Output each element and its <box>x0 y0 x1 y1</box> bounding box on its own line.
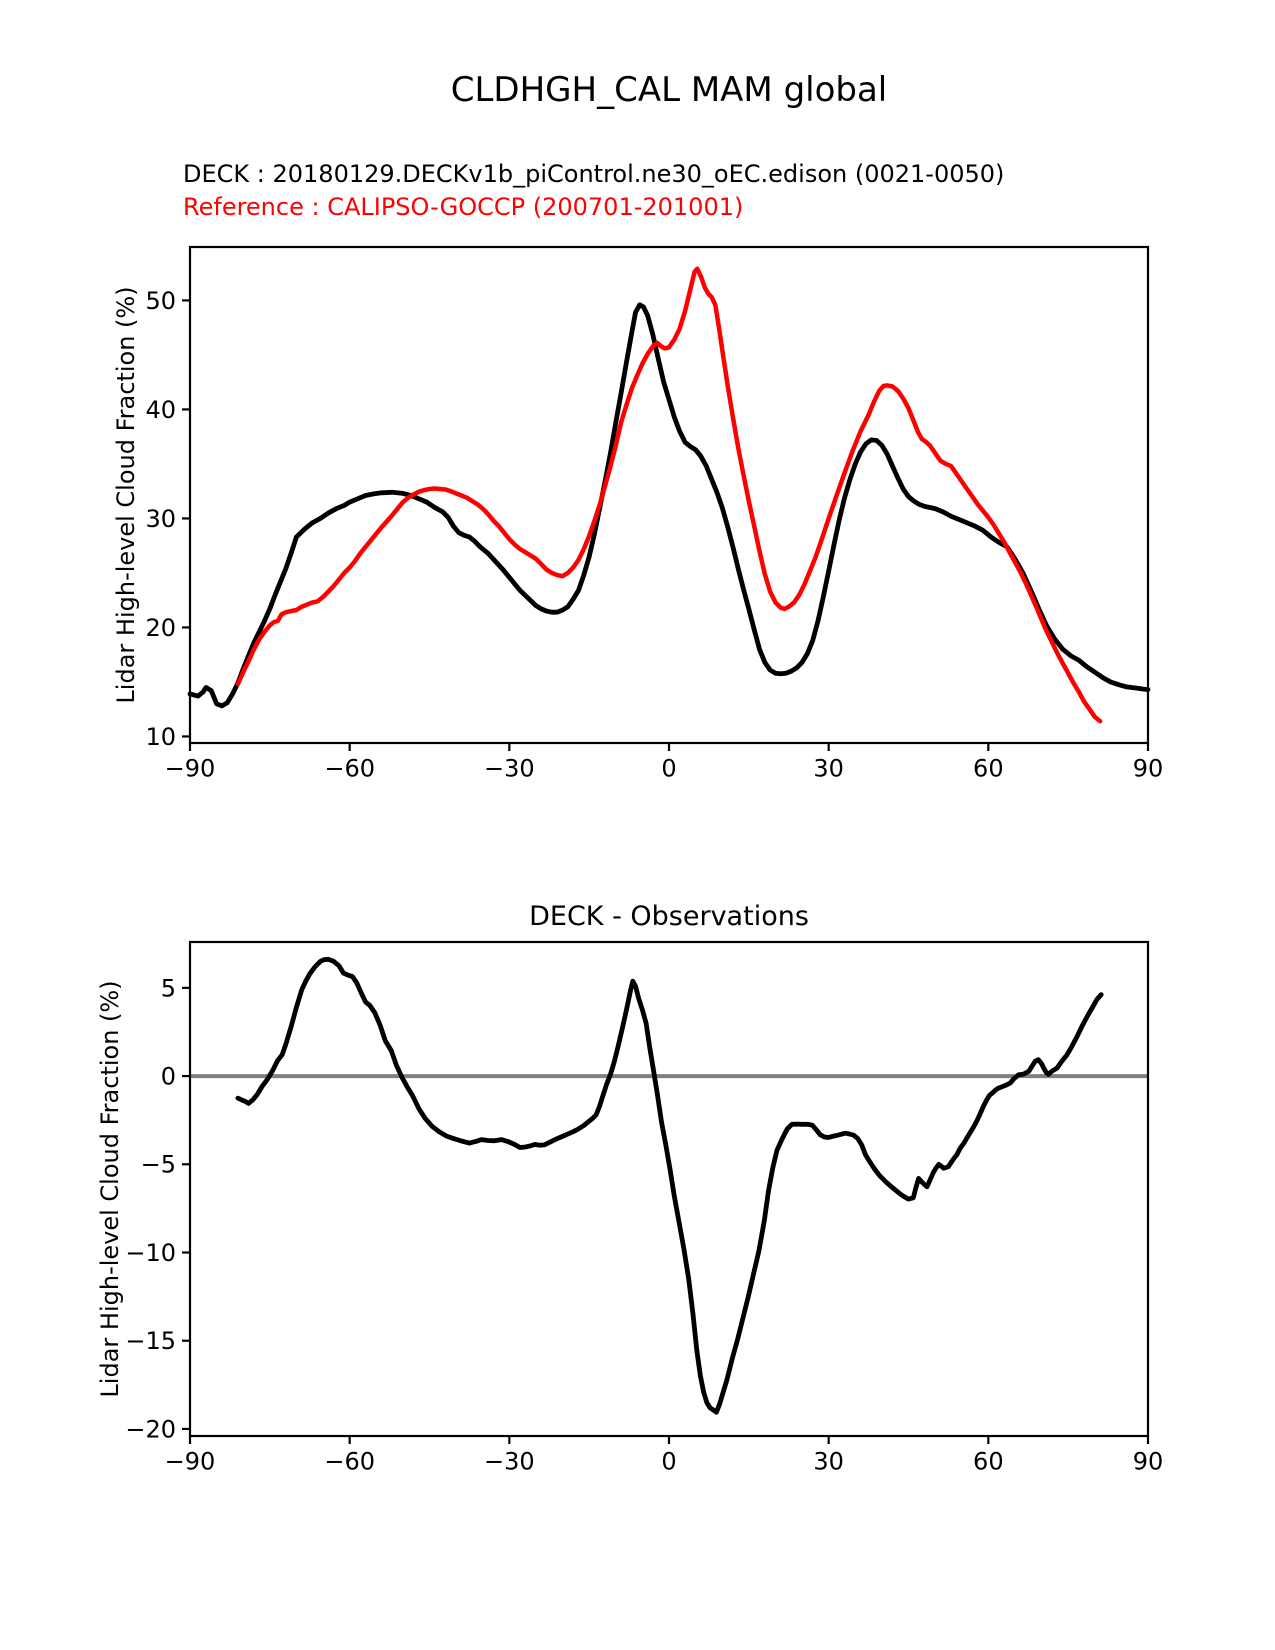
legend-item-reference: Reference : CALIPSO-GOCCP (200701-201001) <box>183 193 744 221</box>
x-tick-label: −90 <box>164 754 216 783</box>
y-tick-label: 40 <box>145 395 176 424</box>
bottom-chart-axes <box>125 942 1163 1476</box>
x-tick-label: 90 <box>1132 754 1164 783</box>
y-tick-label: 0 <box>160 1062 176 1091</box>
axes-spines <box>190 942 1148 1436</box>
x-tick-label: 0 <box>661 754 677 783</box>
x-tick-label: 0 <box>661 1447 677 1476</box>
legend-item-deck: DECK : 20180129.DECKv1b_piControl.ne30_oEC.edison (0021-0050) <box>183 160 1005 188</box>
x-tick-label: −30 <box>484 1447 535 1476</box>
y-tick-label: 50 <box>145 286 176 315</box>
top-chart-ylabel: Lidar High-level Cloud Fraction (%) <box>112 286 140 704</box>
y-tick-label: −5 <box>140 1150 176 1179</box>
y-tick-label: −20 <box>125 1415 176 1444</box>
x-tick-label: −30 <box>484 754 535 783</box>
top-chart-axes <box>145 247 1163 783</box>
series-deck-observations <box>238 959 1101 1412</box>
x-tick-label: −60 <box>324 1447 375 1476</box>
axes-spines <box>190 247 1148 743</box>
y-tick-label: 20 <box>145 613 176 642</box>
x-tick-label: 90 <box>1132 1447 1164 1476</box>
x-tick-label: 60 <box>973 754 1004 783</box>
main-title: CLDHGH_CAL MAM global <box>450 70 888 110</box>
y-tick-label: 5 <box>160 974 176 1003</box>
x-tick-label: 30 <box>813 1447 844 1476</box>
x-tick-label: −60 <box>324 754 375 783</box>
series-deck <box>190 305 1148 706</box>
y-tick-label: −10 <box>125 1238 176 1267</box>
x-tick-label: 30 <box>813 754 844 783</box>
bottom-chart-title: DECK - Observations <box>529 901 809 932</box>
x-tick-label: −90 <box>164 1447 216 1476</box>
x-tick-label: 60 <box>973 1447 1004 1476</box>
bottom-chart-ylabel: Lidar High-level Cloud Fraction (%) <box>96 980 124 1398</box>
y-tick-label: −15 <box>125 1327 176 1356</box>
y-tick-label: 10 <box>145 722 176 751</box>
y-tick-label: 30 <box>145 504 176 533</box>
